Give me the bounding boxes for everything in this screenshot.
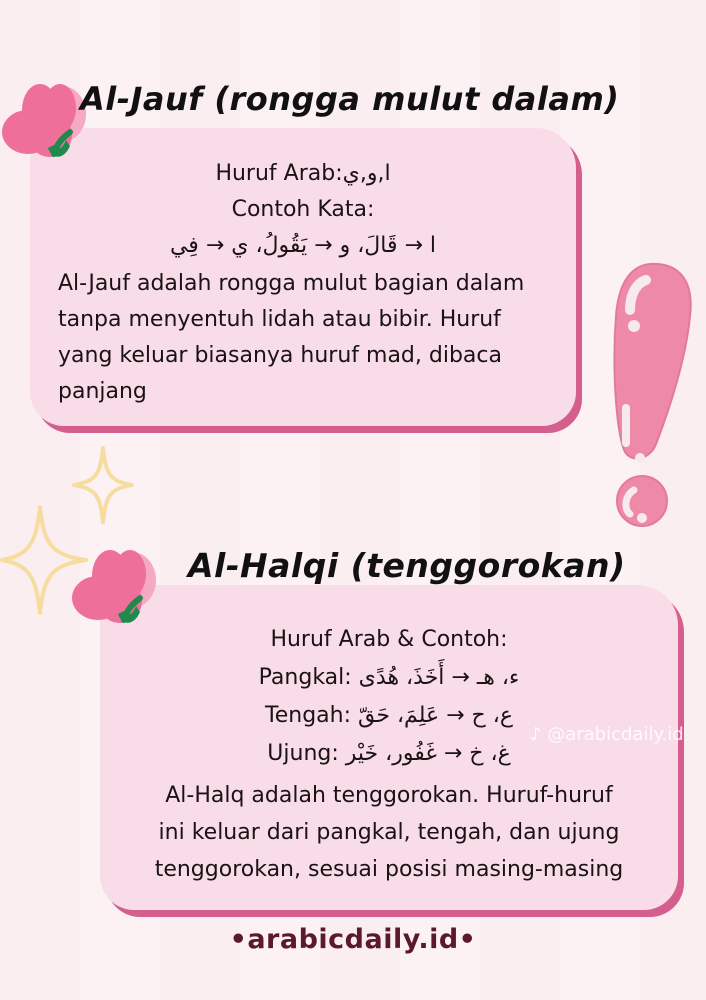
example-pangkal: ء، هـ → أَخَذَ، هُدًى :Pangkal <box>258 665 520 690</box>
description-line: tanpa menyentuh lidah atau bibir. Huruf <box>58 307 501 332</box>
sparkle-icon-small <box>70 445 136 525</box>
description-line: panjang <box>58 379 147 404</box>
description-line: Al-Jauf adalah rongga mulut bagian dalam <box>58 271 525 296</box>
tiktok-watermark: ♪ @arabicdaily.id <box>530 724 684 745</box>
description-line: Al-Halq adalah tenggorokan. Huruf-huruf <box>165 783 613 808</box>
huruf-contoh-header: Huruf Arab & Contoh: <box>270 627 508 652</box>
example-ujung: غ، خ → غَفُور، خَيْر :Ujung <box>267 741 511 766</box>
description-line: ini keluar dari pangkal, tengah, dan ujung <box>158 820 620 845</box>
example-tengah: ع، ح → عَلِمَ، حَقّ :Tengah <box>265 703 513 728</box>
section-title-al-jauf: Al-Jauf (rongga mulut dalam) <box>80 80 620 118</box>
brand-footer: •arabicdaily.id• <box>229 924 477 955</box>
description-line: yang keluar biasanya huruf mad, dibaca <box>58 343 502 368</box>
huruf-arab-line: Huruf Arab:ا,و,ي <box>215 161 391 186</box>
contoh-kata-label: Contoh Kata: <box>231 197 375 222</box>
exclamation-icon <box>590 258 700 530</box>
description-line: tenggorokan, sesuai posisi masing-masing <box>154 857 624 882</box>
contoh-kata-arabic: ا → قَالَ، و → يَقُولُ، ي → فِي <box>169 233 437 258</box>
section-title-al-halqi: Al-Halqi (tenggorokan) <box>188 546 626 585</box>
